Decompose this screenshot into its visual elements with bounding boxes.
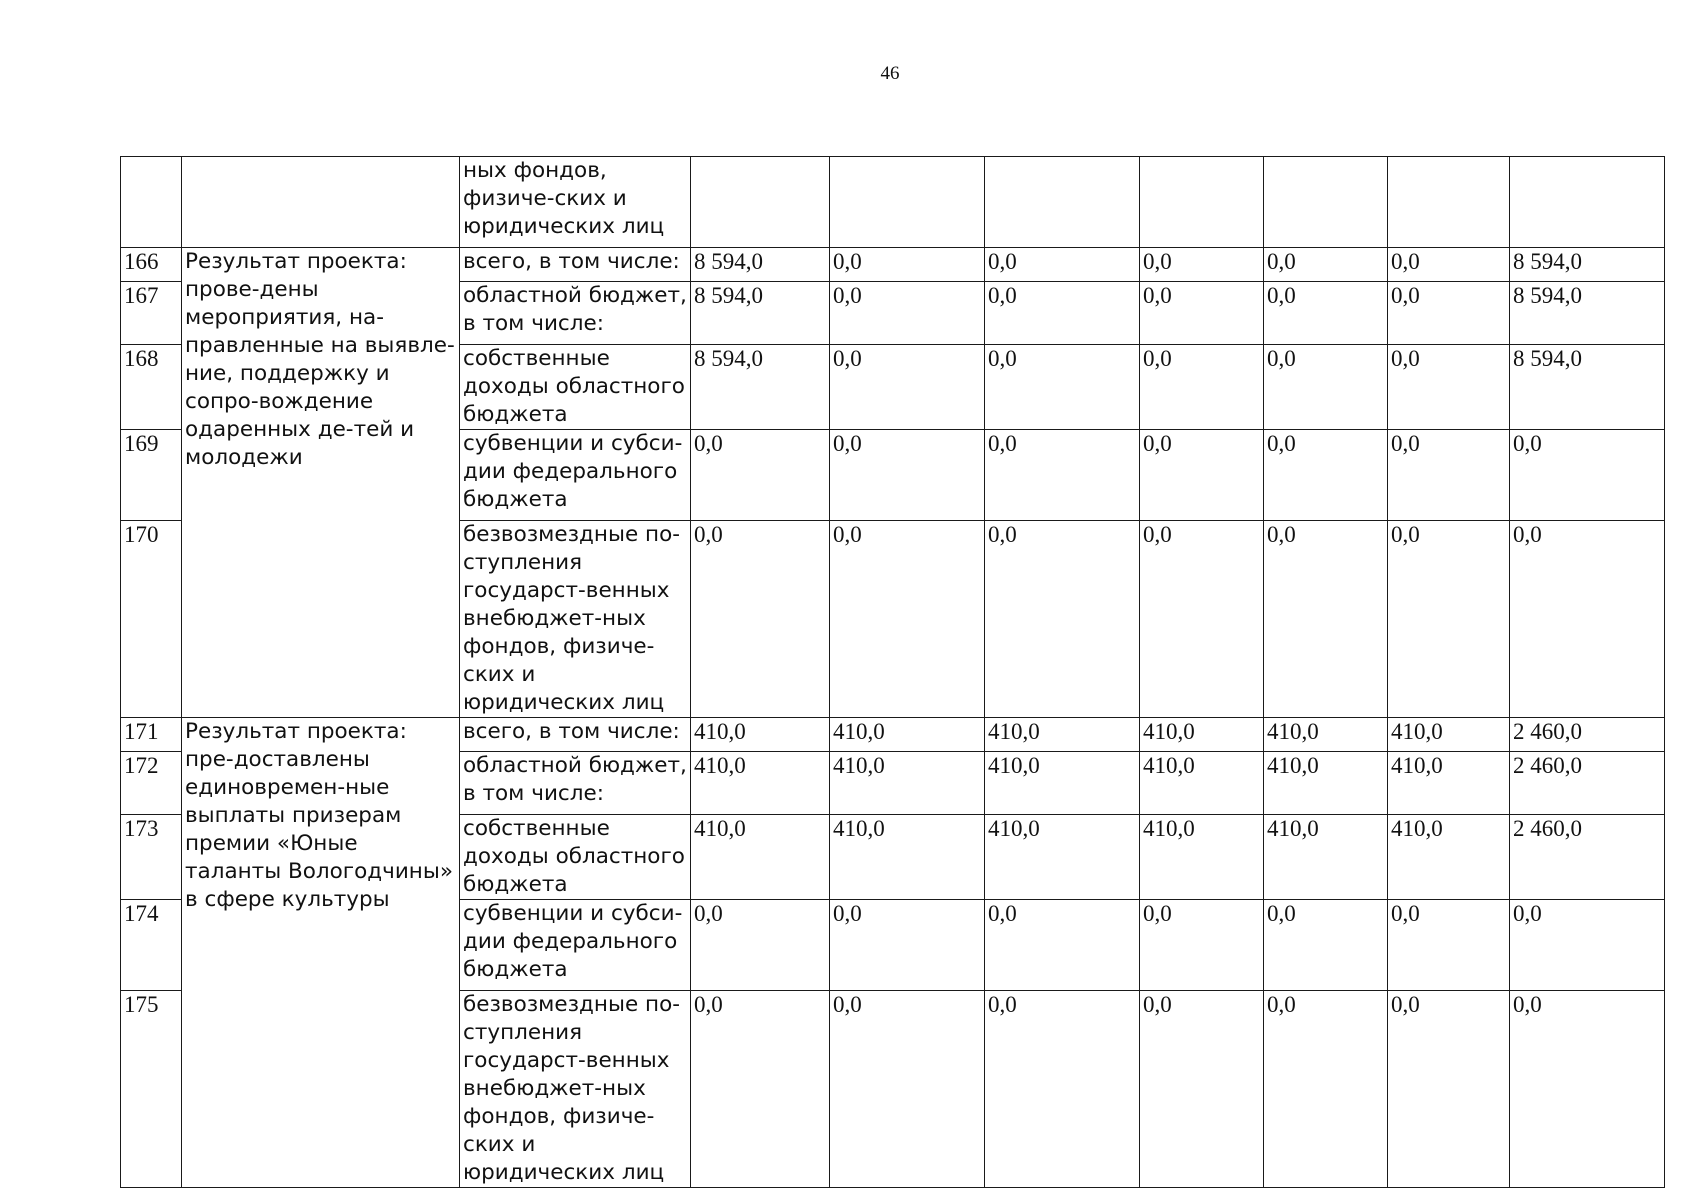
value-cell: 0,0	[985, 521, 1140, 718]
funding-source-cell: областной бюджет, в том числе:	[460, 752, 691, 815]
value-cell: 0,0	[1388, 900, 1510, 991]
project-result-cell: Результат проекта: прове-дены мероприятия, на-правленные на выявле-ние, поддержку и сопро-вождение одаренных де-тей и молодежи	[182, 248, 460, 718]
total-value-cell: 8 594,0	[1510, 282, 1665, 345]
value-cell: 410,0	[1264, 752, 1388, 815]
value-cell: 410,0	[985, 815, 1140, 900]
value-cell: 410,0	[830, 815, 985, 900]
value-cell: 410,0	[1388, 718, 1510, 752]
total-value-cell: 0,0	[1510, 430, 1665, 521]
value-cell: 410,0	[985, 752, 1140, 815]
value-cell: 0,0	[985, 345, 1140, 430]
value-cell: 0,0	[1264, 991, 1388, 1188]
value-cell: 0,0	[691, 900, 830, 991]
row-number-cell: 174	[121, 900, 182, 991]
total-value-cell: 2 460,0	[1510, 718, 1665, 752]
value-cell: 410,0	[1140, 815, 1264, 900]
value-cell: 410,0	[691, 815, 830, 900]
value-cell: 0,0	[691, 521, 830, 718]
total-value-cell: 8 594,0	[1510, 345, 1665, 430]
value-cell: 0,0	[1264, 248, 1388, 282]
row-number-cell: 167	[121, 282, 182, 345]
value-cell: 0,0	[1140, 430, 1264, 521]
page-number: 46	[880, 63, 900, 84]
value-cell: 0,0	[1264, 430, 1388, 521]
value-cell: 0,0	[985, 900, 1140, 991]
value-cell	[1388, 157, 1510, 248]
result-cell	[182, 157, 460, 248]
value-cell: 0,0	[1388, 345, 1510, 430]
total-value-cell: 0,0	[1510, 991, 1665, 1188]
value-cell: 410,0	[985, 718, 1140, 752]
value-cell: 0,0	[1140, 345, 1264, 430]
value-cell: 0,0	[1388, 248, 1510, 282]
value-cell: 0,0	[1140, 282, 1264, 345]
value-cell: 0,0	[830, 248, 985, 282]
value-cell: 0,0	[1388, 991, 1510, 1188]
funding-source-cell: всего, в том числе:	[460, 248, 691, 282]
value-cell: 0,0	[1388, 282, 1510, 345]
table-row	[121, 718, 1665, 752]
value-cell: 0,0	[985, 282, 1140, 345]
value-cell: 0,0	[1140, 991, 1264, 1188]
funding-source-cell: безвозмездные по-ступления государст-венных внебюджет-ных фондов, физиче-ских и юридических лиц	[460, 991, 691, 1188]
project-result-cell: Результат проекта: пре-доставлены единовремен-ные выплаты призерам премии «Юные таланты Вологодчины» в сфере культуры	[182, 718, 460, 1188]
value-cell: 0,0	[830, 282, 985, 345]
value-cell	[1140, 157, 1264, 248]
row-number-cell: 175	[121, 991, 182, 1188]
value-cell: 0,0	[1264, 521, 1388, 718]
value-cell: 410,0	[691, 718, 830, 752]
value-cell: 0,0	[985, 248, 1140, 282]
value-cell: 410,0	[1140, 752, 1264, 815]
row-number-cell: 170	[121, 521, 182, 718]
value-cell	[830, 157, 985, 248]
value-cell: 8 594,0	[691, 282, 830, 345]
value-cell: 0,0	[1264, 282, 1388, 345]
value-cell: 410,0	[1388, 815, 1510, 900]
value-cell: 410,0	[691, 752, 830, 815]
row-number-cell: 173	[121, 815, 182, 900]
total-value-cell: 8 594,0	[1510, 248, 1665, 282]
value-cell: 0,0	[985, 991, 1140, 1188]
value-cell	[1264, 157, 1388, 248]
value-cell: 0,0	[691, 430, 830, 521]
value-cell: 0,0	[1388, 521, 1510, 718]
value-cell: 0,0	[1140, 900, 1264, 991]
funding-source-cell: всего, в том числе:	[460, 718, 691, 752]
row-number-cell: 169	[121, 430, 182, 521]
value-cell	[691, 157, 830, 248]
value-cell: 0,0	[691, 991, 830, 1188]
row-number-cell	[121, 157, 182, 248]
row-number-cell: 168	[121, 345, 182, 430]
value-cell: 410,0	[1388, 752, 1510, 815]
value-cell: 8 594,0	[691, 248, 830, 282]
value-cell: 0,0	[830, 430, 985, 521]
value-cell: 0,0	[830, 991, 985, 1188]
row-number-cell: 166	[121, 248, 182, 282]
row-number-cell: 171	[121, 718, 182, 752]
value-cell: 0,0	[830, 345, 985, 430]
value-cell: 410,0	[1140, 718, 1264, 752]
value-cell: 410,0	[1264, 815, 1388, 900]
value-cell: 0,0	[1388, 430, 1510, 521]
funding-source-cell: субвенции и субси-дии федерального бюджета	[460, 900, 691, 991]
value-cell: 0,0	[1264, 900, 1388, 991]
funding-source-cell: собственные доходы областного бюджета	[460, 345, 691, 430]
row-number-cell: 172	[121, 752, 182, 815]
value-cell: 0,0	[1264, 345, 1388, 430]
total-value-cell: 0,0	[1510, 521, 1665, 718]
funding-source-cell: собственные доходы областного бюджета	[460, 815, 691, 900]
funding-source-cell: субвенции и субси-дии федерального бюджета	[460, 430, 691, 521]
table-row-continuation	[121, 157, 1665, 248]
funding-source-cell: областной бюджет, в том числе:	[460, 282, 691, 345]
value-cell	[985, 157, 1140, 248]
value-cell: 410,0	[830, 718, 985, 752]
value-cell: 410,0	[1264, 718, 1388, 752]
value-cell: 0,0	[985, 430, 1140, 521]
value-cell: 0,0	[1140, 521, 1264, 718]
total-value-cell: 0,0	[1510, 900, 1665, 991]
funding-source-cell: безвозмездные по-ступления государст-венных внебюджет-ных фондов, физиче-ских и юридических лиц	[460, 521, 691, 718]
value-cell: 0,0	[1140, 248, 1264, 282]
value-cell	[1510, 157, 1665, 248]
total-value-cell: 2 460,0	[1510, 752, 1665, 815]
table-row	[121, 248, 1665, 282]
value-cell: 410,0	[830, 752, 985, 815]
budget-table	[120, 156, 1665, 1188]
value-cell: 0,0	[830, 521, 985, 718]
funding-source-cell: ных фондов, физиче-ских и юридических лиц	[460, 157, 691, 248]
value-cell: 8 594,0	[691, 345, 830, 430]
total-value-cell: 2 460,0	[1510, 815, 1665, 900]
value-cell: 0,0	[830, 900, 985, 991]
